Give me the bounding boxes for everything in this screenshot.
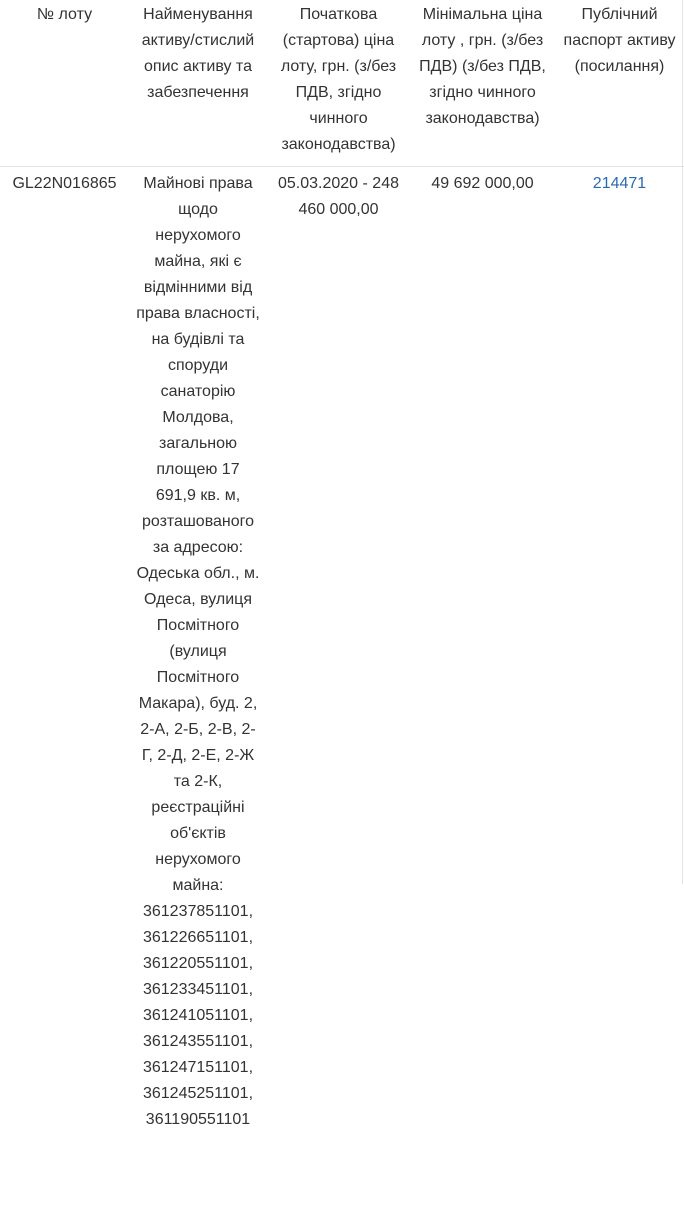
cell-asset-name [129, 167, 267, 1134]
lot-number-text: GL22N016865 [12, 175, 117, 192]
cell-min-price [410, 167, 555, 1134]
table-body [0, 167, 684, 1134]
table-right-border [682, 0, 683, 884]
column-header-min-price [410, 0, 555, 167]
column-header-asset-name [129, 0, 267, 167]
table-header [0, 0, 684, 167]
column-header-start-price [267, 0, 410, 167]
header-row [0, 0, 684, 167]
cell-lot-number [0, 167, 129, 1134]
column-header-passport-text: Публічний паспорт активу (посилання) [563, 6, 676, 75]
cell-start-price [267, 167, 410, 1134]
column-header-min-price-text: Мінімальна ціна лоту , грн. (з/без ПДВ) (з/без ПДВ, згідно чинного законодавства) [419, 6, 546, 127]
column-header-lot-number-text: № лоту [36, 6, 93, 23]
start-price-text: 05.03.2020 - 248 460 000,00 [278, 175, 399, 218]
column-header-asset-name-text: Найменування активу/стислий опис активу та забезпечення [141, 6, 255, 101]
asset-description-text: Майнові права щодо нерухомого майна, які є відмінними від права власності, на будівлі та споруди санаторію Молдова, загальною площею 17 691,9 кв. м, розташованого за адресою: Одеська обл., м. Одеса, вулиця Посмітного (вулиця Посмітного Макара), буд. 2, 2-А, 2-Б, 2-В, 2-Г, 2-Д, 2-Е, 2-Ж та 2-К, реєстраційні об'єктів нерухомого майна: 361237851101, 361226651101, 361220551101, 361233451101, 361241051101, 361243551101, 361247151101, 361245251101, 361190551101 [136, 175, 260, 1128]
table-row [0, 167, 684, 1134]
cell-passport [555, 167, 684, 1134]
column-header-start-price-text: Початкова (стартова) ціна лоту, грн. (з/без ПДВ, згідно чинного законодавства) [280, 6, 397, 153]
column-header-lot-number [0, 0, 129, 167]
passport-link[interactable]: 214471 [592, 175, 647, 192]
column-header-passport [555, 0, 684, 167]
min-price-text: 49 692 000,00 [431, 175, 534, 192]
